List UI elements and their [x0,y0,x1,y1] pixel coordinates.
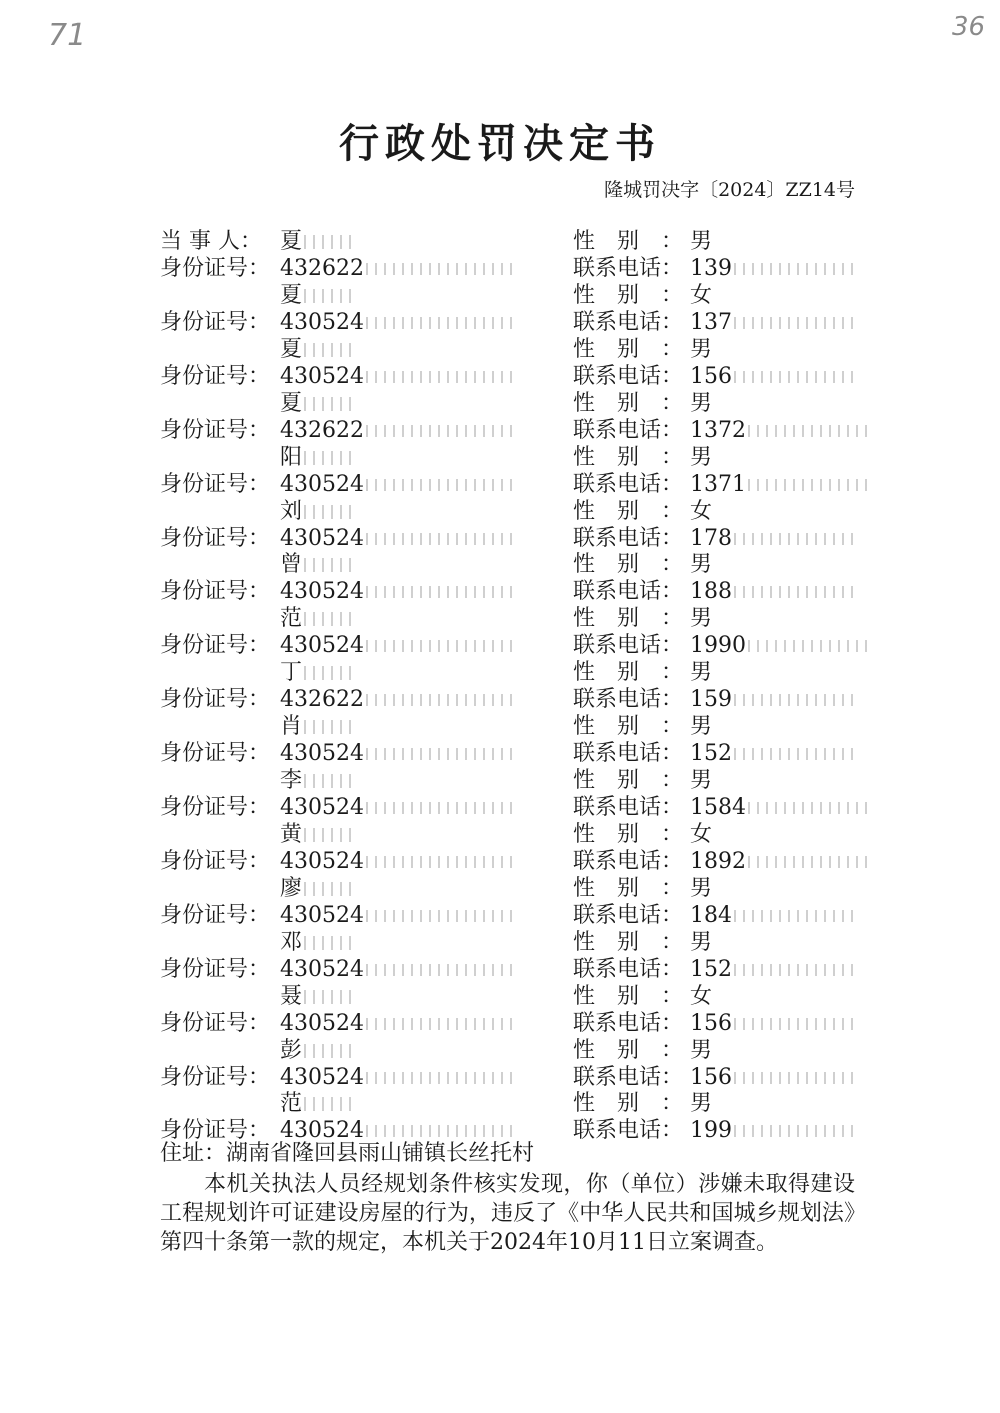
phone-label: 联系电话： [573,1010,684,1036]
person-name [280,659,352,687]
person-name-text: 夏 [280,390,303,416]
person-id-row [0,255,1000,283]
redaction-mask [304,612,352,626]
person-phone [690,1010,854,1038]
id-label: 身份证号： [160,471,271,497]
id-label: 身份证号： [160,848,271,874]
redaction-mask [748,856,868,868]
person-name [280,1090,352,1118]
redaction-mask [366,586,516,598]
redaction-mask [366,317,516,329]
person-id-text: 430524 [280,1118,364,1144]
gender-label: 性 别 ： [573,282,684,308]
person-gender: 男 [690,336,713,362]
redaction-mask [366,425,516,437]
redaction-mask [304,289,352,303]
person-id [280,417,516,445]
person-id-text: 430524 [280,525,364,551]
gender-label: 性 别 ： [573,444,684,470]
redaction-mask [734,1125,854,1137]
redaction-mask [304,828,352,842]
person-id-row [0,1010,1000,1038]
redaction-mask [366,694,516,706]
id-label: 身份证号： [160,1118,271,1144]
redaction-mask [304,666,352,680]
person-name [280,228,352,256]
person-phone-text: 139 [690,256,732,281]
redaction-mask [304,451,352,465]
person-id [280,848,516,876]
person-id-row [0,363,1000,391]
person-id [280,525,516,553]
person-gender: 女 [690,282,713,308]
redaction-mask [366,479,516,491]
person-id-row [0,794,1000,822]
gender-label: 性 别 ： [573,498,684,524]
person-name [280,336,352,364]
person-id-row [0,632,1000,660]
person-name-row [0,821,1000,849]
person-id-text: 430524 [280,633,364,659]
person-id [280,471,516,499]
id-label: 身份证号： [160,902,271,928]
person-name [280,605,352,633]
person-name-text: 廖 [280,875,303,901]
id-label: 身份证号： [160,256,271,281]
person-phone [690,1117,854,1145]
redaction-mask [304,505,352,519]
person-phone-text: 178 [690,525,732,551]
person-phone [690,471,868,499]
person-name-text: 夏 [280,229,303,254]
person-phone [690,255,854,283]
person-phone [690,902,854,930]
person-id-text: 430524 [280,309,364,335]
redaction-mask [734,748,854,760]
redaction-mask [366,1072,516,1084]
person-id-text: 430524 [280,579,364,605]
person-name-row [0,659,1000,687]
person-id-text: 432622 [280,417,364,443]
person-name-row [0,983,1000,1011]
person-name-row [0,336,1000,364]
person-name-text: 丁 [280,660,303,686]
phone-label: 联系电话： [573,525,684,551]
redaction-mask [366,640,516,652]
person-id-text: 430524 [280,363,364,389]
person-id-text: 430524 [280,1064,364,1090]
person-id [280,794,516,822]
redaction-mask [366,802,516,814]
person-id-text: 430524 [280,956,364,982]
gender-label: 性 别 ： [573,875,684,901]
redaction-mask [734,694,854,706]
person-name-text: 彭 [280,1037,303,1063]
person-phone-text: 156 [690,1010,732,1036]
redaction-mask [304,397,352,411]
person-gender: 男 [690,875,713,901]
person-id-row [0,740,1000,768]
redaction-mask [304,235,352,249]
redaction-mask [366,263,516,275]
person-id-row [0,848,1000,876]
person-name-row [0,498,1000,526]
phone-label: 联系电话： [573,687,684,713]
person-phone [690,848,868,876]
person-phone-text: 1892 [690,848,746,874]
redaction-mask [734,1072,854,1084]
redaction-mask [734,263,854,275]
person-phone [690,578,854,606]
person-gender: 女 [690,821,713,847]
person-gender: 男 [690,714,713,740]
id-label: 身份证号： [160,687,271,713]
person-gender: 男 [690,229,713,254]
phone-label: 联系电话： [573,795,684,820]
person-gender: 男 [690,444,713,470]
gender-label: 性 别 ： [573,983,684,1009]
person-gender: 男 [690,390,713,416]
gender-label: 性 别 ： [573,1091,684,1117]
gender-label: 性 别 ： [573,929,684,955]
person-id-row [0,686,1000,714]
person-id [280,632,516,660]
redaction-mask [304,720,352,734]
person-phone-text: 1371 [690,471,746,497]
person-name-row [0,390,1000,418]
gender-label: 性 别 ： [573,390,684,416]
person-phone-text: 137 [690,309,732,335]
person-id [280,1064,516,1092]
redaction-mask [304,774,352,788]
person-name-row [0,444,1000,472]
person-id [280,363,516,391]
gender-label: 性 别 ： [573,606,684,632]
person-id-row [0,417,1000,445]
person-id-text: 430524 [280,795,364,820]
phone-label: 联系电话： [573,633,684,659]
person-name-row [0,228,1000,256]
person-id [280,578,516,606]
person-id-row [0,578,1000,606]
phone-label: 联系电话： [573,848,684,874]
redaction-mask [748,479,868,491]
address: 住址：湖南省隆回县雨山铺镇长丝托村 [160,1141,535,1166]
document-number: 隆城罚决字〔2024〕ZZ14号 [604,179,855,201]
person-name-text: 范 [280,606,303,632]
person-gender: 男 [690,660,713,686]
person-name-row [0,551,1000,579]
person-name [280,1037,352,1065]
redaction-mask [748,802,868,814]
phone-label: 联系电话： [573,1118,684,1144]
person-phone [690,363,854,391]
redaction-mask [304,990,352,1004]
person-name-text: 夏 [280,336,303,362]
redaction-mask [366,1018,516,1030]
body-paragraph: 本机关执法人员经规划条件核实发现，你（单位）涉嫌未取得建设工程规划许可证建设房屋的行为，违反了《中华人民共和国城乡规划法》第四十条第一款的规定，本机关于2024年10月11日立案调查。 [160,1172,855,1255]
phone-label: 联系电话： [573,956,684,982]
person-gender: 男 [690,1091,713,1117]
redaction-mask [366,533,516,545]
gender-label: 性 别 ： [573,1037,684,1063]
person-id [280,309,516,337]
redaction-mask [304,343,352,357]
phone-label: 联系电话： [573,471,684,497]
person-id-row [0,471,1000,499]
redaction-mask [304,1044,352,1058]
person-name-row [0,767,1000,795]
person-id [280,686,516,714]
person-name-text: 范 [280,1091,303,1117]
id-label: 身份证号： [160,417,271,443]
redaction-mask [748,425,868,437]
phone-label: 联系电话： [573,256,684,281]
gender-label: 性 别 ： [573,229,684,254]
person-phone [690,686,854,714]
person-phone-text: 156 [690,1064,732,1090]
person-phone-text: 152 [690,956,732,982]
id-label: 身份证号： [160,795,271,820]
person-id [280,740,516,768]
redaction-mask [734,1018,854,1030]
redaction-mask [748,640,868,652]
person-id-text: 430524 [280,902,364,928]
person-name-text: 邓 [280,929,303,955]
person-phone-text: 156 [690,363,732,389]
person-id-row [0,902,1000,930]
redaction-mask [734,964,854,976]
person-name [280,713,352,741]
redaction-mask [366,856,516,868]
id-label: 身份证号： [160,1064,271,1090]
person-phone-text: 1990 [690,633,746,659]
person-id-row [0,956,1000,984]
person-id-row [0,1064,1000,1092]
person-id [280,255,516,283]
redaction-mask [304,882,352,896]
person-id-text: 430524 [280,741,364,767]
person-phone [690,309,854,337]
gender-label: 性 别 ： [573,768,684,793]
redaction-mask [734,586,854,598]
person-phone-text: 1584 [690,795,746,820]
redaction-mask [734,371,854,383]
person-gender: 女 [690,498,713,524]
phone-label: 联系电话： [573,417,684,443]
gender-label: 性 别 ： [573,821,684,847]
person-gender: 男 [690,929,713,955]
person-id [280,902,516,930]
redaction-mask [366,1125,516,1137]
person-id-text: 430524 [280,848,364,874]
person-name [280,551,352,579]
phone-label: 联系电话： [573,902,684,928]
redaction-mask [734,317,854,329]
person-phone [690,794,868,822]
person-id-text: 432622 [280,687,364,713]
person-name [280,821,352,849]
person-name-row [0,713,1000,741]
person-name-text: 阳 [280,444,303,470]
person-phone-text: 152 [690,741,732,767]
id-label: 身份证号： [160,633,271,659]
person-name-text: 夏 [280,282,303,308]
handwritten-mark-left: 71 [48,18,87,53]
person-gender: 女 [690,983,713,1009]
redaction-mask [304,936,352,950]
gender-label: 性 别 ： [573,714,684,740]
person-name [280,282,352,310]
person-name-text: 李 [280,768,303,793]
phone-label: 联系电话： [573,309,684,335]
person-name [280,498,352,526]
person-id-text: 432622 [280,256,364,281]
person-phone-text: 159 [690,687,732,713]
redaction-mask [366,371,516,383]
id-label: 身份证号： [160,741,271,767]
person-phone [690,632,868,660]
person-id [280,1010,516,1038]
person-name [280,390,352,418]
id-label: 身份证号： [160,956,271,982]
person-name-text: 聂 [280,983,303,1009]
person-name-text: 曾 [280,552,303,578]
phone-label: 联系电话： [573,579,684,605]
id-label: 身份证号： [160,525,271,551]
person-id-row [0,309,1000,337]
person-name-row [0,929,1000,957]
person-name-text: 刘 [280,498,303,524]
person-phone [690,956,854,984]
party-label: 当 事 人： [160,229,262,254]
redaction-mask [366,748,516,760]
person-name-row [0,282,1000,310]
gender-label: 性 别 ： [573,336,684,362]
person-name [280,875,352,903]
person-gender: 男 [690,552,713,578]
document-title: 行政处罚决定书 [339,120,661,167]
person-id [280,956,516,984]
person-name-text: 黄 [280,821,303,847]
person-name-row [0,1090,1000,1118]
person-phone-text: 184 [690,902,732,928]
person-name [280,444,352,472]
person-id-text: 430524 [280,471,364,497]
person-name [280,767,352,795]
redaction-mask [366,910,516,922]
phone-label: 联系电话： [573,363,684,389]
person-name-row [0,1037,1000,1065]
id-label: 身份证号： [160,579,271,605]
redaction-mask [734,533,854,545]
id-label: 身份证号： [160,1010,271,1036]
person-gender: 男 [690,768,713,793]
person-phone [690,417,868,445]
gender-label: 性 别 ： [573,660,684,686]
gender-label: 性 别 ： [573,552,684,578]
redaction-mask [304,1097,352,1111]
id-label: 身份证号： [160,309,271,335]
handwritten-mark-right: 36 [952,12,986,42]
person-name [280,983,352,1011]
redaction-mask [366,964,516,976]
person-name [280,929,352,957]
id-label: 身份证号： [160,363,271,389]
person-phone-text: 188 [690,579,732,605]
person-phone [690,740,854,768]
person-phone-text: 199 [690,1118,732,1144]
person-phone-text: 1372 [690,417,746,443]
person-name-text: 肖 [280,714,303,740]
person-gender: 男 [690,1037,713,1063]
person-id-text: 430524 [280,1010,364,1036]
person-phone [690,525,854,553]
person-gender: 男 [690,606,713,632]
redaction-mask [734,910,854,922]
redaction-mask [304,558,352,572]
person-name-row [0,605,1000,633]
person-phone [690,1064,854,1092]
phone-label: 联系电话： [573,1064,684,1090]
person-name-row [0,875,1000,903]
person-id-row [0,525,1000,553]
phone-label: 联系电话： [573,741,684,767]
